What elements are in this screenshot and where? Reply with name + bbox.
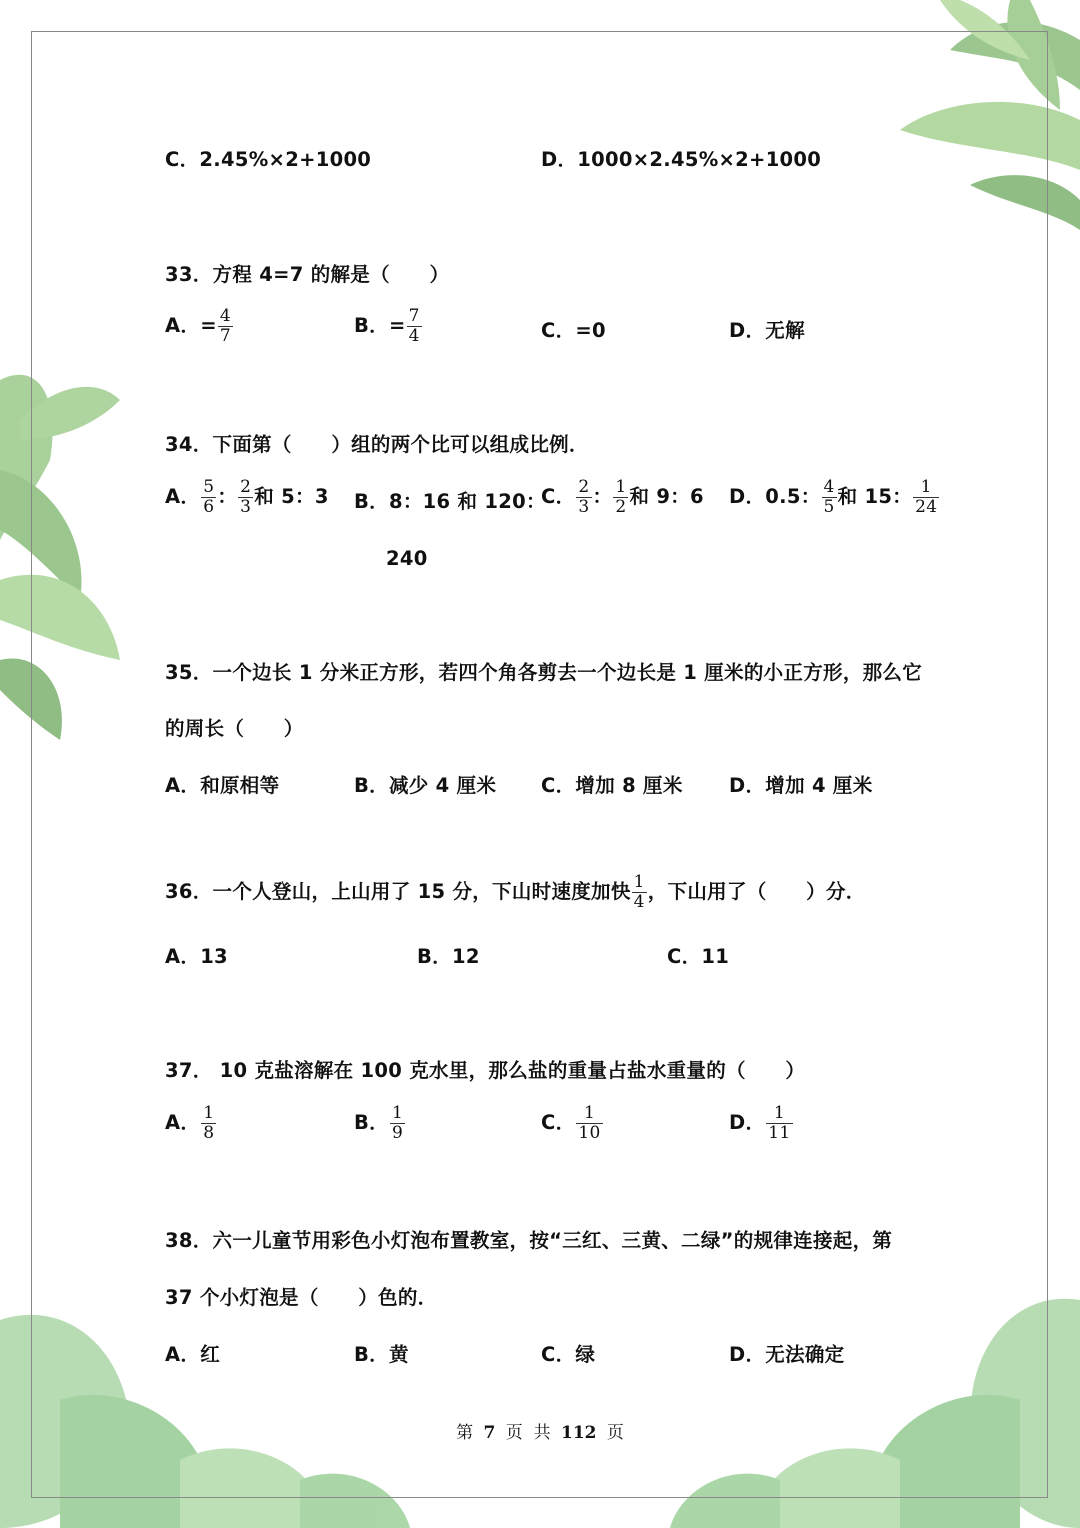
- fraction: $\frac{4}{5}$: [823, 477, 835, 517]
- q37-option-c: C． $\frac{1}{10}$: [541, 1103, 601, 1143]
- q34-option-c: C． $\frac{2}{3}$ ： $\frac{1}{2}$ 和 9：6: [541, 477, 704, 517]
- fraction: $\frac{5}{6}$: [203, 477, 215, 517]
- q32-option-d: D．1000×2.45%×2+1000: [541, 148, 822, 171]
- fraction: $\frac{1}{11}$: [768, 1103, 791, 1143]
- page-border: [31, 31, 1048, 1498]
- q34-option-d: D．0.5： $\frac{4}{5}$ 和 15： $\frac{1}{24}$: [729, 477, 938, 517]
- q35-stem-line1: 35．一个边长 1 分米正方形，若四个角各剪去一个边长是 1 厘米的小正方形，那么它: [165, 661, 923, 684]
- q38-stem-line2: 37 个小灯泡是（ ）色的．: [165, 1286, 438, 1309]
- fraction: $\frac{1}{9}$: [391, 1103, 404, 1143]
- q34-option-b-line2: 240: [386, 547, 428, 570]
- fraction: $\frac{1}{8}$: [203, 1103, 215, 1143]
- q33-option-a: A．= $\frac{4}{7}$: [165, 306, 231, 346]
- q35-option-d: D．增加 4 厘米: [729, 774, 873, 797]
- q32-option-c: C．2.45%×2+1000: [165, 148, 372, 171]
- fraction: $\frac{1}{10}$: [578, 1103, 601, 1143]
- q37-option-b: B． $\frac{1}{9}$: [354, 1103, 404, 1143]
- q33-option-c: C．=0: [541, 319, 606, 342]
- q38-stem-line1: 38．六一儿童节用彩色小灯泡布置教室，按“三红、三黄、二绿”的规律连接起，第: [165, 1229, 893, 1252]
- q34-option-a: A． $\frac{5}{6}$ ： $\frac{2}{3}$ 和 5：3: [165, 477, 329, 517]
- q33-stem: 33．方程 4=7 的解是（ ）: [165, 263, 450, 286]
- q36-option-a: A．13: [165, 945, 228, 968]
- q35-option-c: C．增加 8 厘米: [541, 774, 683, 797]
- fraction: $\frac{7}{4}$: [408, 306, 420, 346]
- q38-option-a: A．红: [165, 1343, 220, 1366]
- q37-option-a: A． $\frac{1}{8}$: [165, 1103, 215, 1143]
- q35-stem-line2: 的周长（ ）: [165, 717, 304, 740]
- q36-stem: 36．一个人登山，上山用了 15 分，下山时速度加快 $\frac{1}{4}$ ，下山用了（ ）分．: [165, 872, 866, 912]
- q38-option-b: B．黄: [354, 1343, 409, 1366]
- page-footer: 第 7 页 共 112 页: [456, 1423, 624, 1443]
- q38-option-d: D．无法确定: [729, 1343, 845, 1366]
- q36-option-c: C．11: [667, 945, 730, 968]
- fraction: $\frac{1}{4}$: [633, 872, 645, 912]
- fraction: $\frac{1}{24}$: [915, 477, 938, 517]
- q36-option-b: B．12: [417, 945, 480, 968]
- fraction: $\frac{2}{3}$: [240, 477, 252, 517]
- fraction: $\frac{1}{2}$: [615, 477, 627, 517]
- fraction: $\frac{2}{3}$: [578, 477, 590, 517]
- q34-stem: 34．下面第（ ）组的两个比可以组成比例．: [165, 433, 589, 456]
- fraction: $\frac{4}{7}$: [219, 306, 231, 346]
- q35-option-b: B．减少 4 厘米: [354, 774, 497, 797]
- q37-stem: 37． 10 克盐溶解在 100 克水里，那么盐的重量占盐水重量的（ ）: [165, 1059, 806, 1082]
- q34-option-b-line1: B．8：16 和 120：: [354, 490, 546, 513]
- q33-option-b: B．= $\frac{7}{4}$: [354, 306, 420, 346]
- q38-option-c: C．绿: [541, 1343, 596, 1366]
- q35-option-a: A．和原相等: [165, 774, 280, 797]
- q37-option-d: D． $\frac{1}{11}$: [729, 1103, 791, 1143]
- q33-option-d: D．无解: [729, 319, 805, 342]
